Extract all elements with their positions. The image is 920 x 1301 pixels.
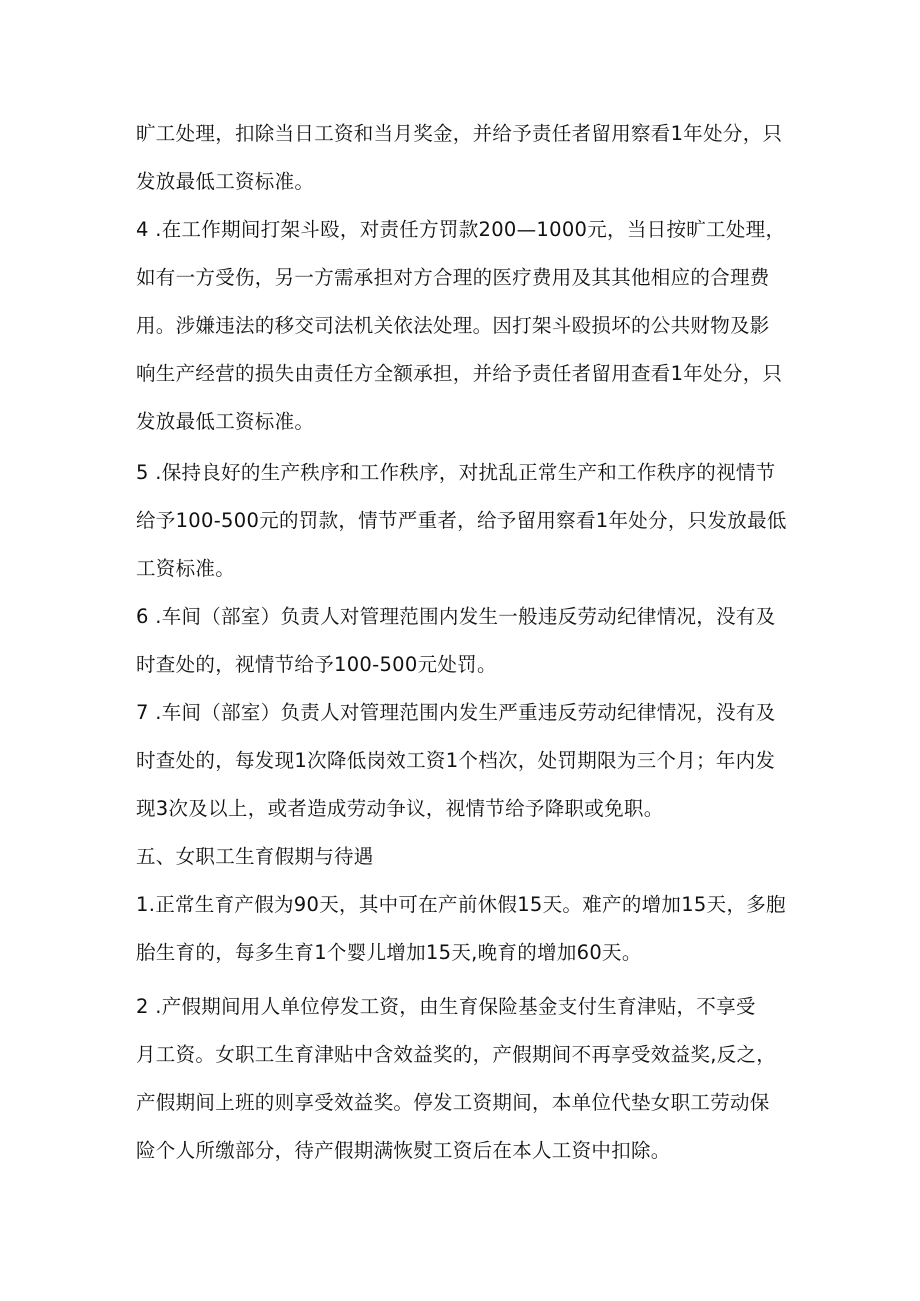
text-line: 用。涉嫌违法的移交司法机关依法处理。因打架斗殴损坏的公共财物及影 [136, 314, 770, 337]
text-line: 发放最低工资标准。 [136, 410, 315, 433]
text-line: 7 .车间（部室）负责人对管理范围内发生严重违反劳动纪律情况，没有及 [136, 701, 776, 724]
text-line: 时查处的，视情节给予100-500元处罚。 [136, 653, 497, 676]
text-line: 发放最低工资标准。 [136, 170, 315, 193]
section-heading: 五、女职工生育假期与待遇 [136, 845, 374, 868]
text-line: 2 .产假期间用人单位停发工资，由生育保险基金支付生育津贴，不享受 [136, 995, 756, 1018]
text-line: 月工资。女职工生育津贴中含效益奖的，产假期间不再享受效益奖,反之， [136, 1043, 777, 1066]
text-line: 给予100-500元的罚款，情节严重者，给予留用察看1年处分，只发放最低 [136, 509, 787, 532]
text-line: 4 .在工作期间打架斗殴，对责任方罚款200—1000元，当日按旷工处理， [136, 218, 786, 241]
text-line: 现3次及以上，或者造成劳动争议，视情节给予降职或免职。 [136, 797, 664, 820]
text-line: 产假期间上班的则享受效益奖。停发工资期间，本单位代垫女职工劳动保 [136, 1091, 770, 1114]
text-line: 响生产经营的损失由责任方全额承担，并给予责任者留用查看1年处分，只 [136, 362, 783, 385]
text-line: 工资标准。 [136, 557, 236, 580]
text-line: 胎生育的，每多生育1个婴儿增加15天,晚育的增加60天。 [136, 941, 642, 964]
text-line: 5 .保持良好的生产秩序和工作秩序，对扰乱正常生产和工作秩序的视情节 [136, 461, 776, 484]
text-line: 6 .车间（部室）负责人对管理范围内发生一般违反劳动纪律情况，没有及 [136, 605, 776, 628]
text-line: 如有一方受伤，另一方需承担对方合理的医疗费用及其其他相应的合理费 [136, 266, 770, 289]
text-line: 时查处的，每发现1次降低岗效工资1个档次，处罚期限为三个月；年内发 [136, 749, 776, 772]
text-line: 1.正常生育产假为90天，其中可在产前休假15天。难产的增加15天，多胞 [136, 893, 786, 916]
text-line: 旷工处理，扣除当日工资和当月奖金，并给予责任者留用察看1年处分，只 [136, 122, 783, 145]
text-line: 险个人所缴部分，待产假期满恢熨工资后在本人工资中扣除。 [136, 1139, 671, 1162]
